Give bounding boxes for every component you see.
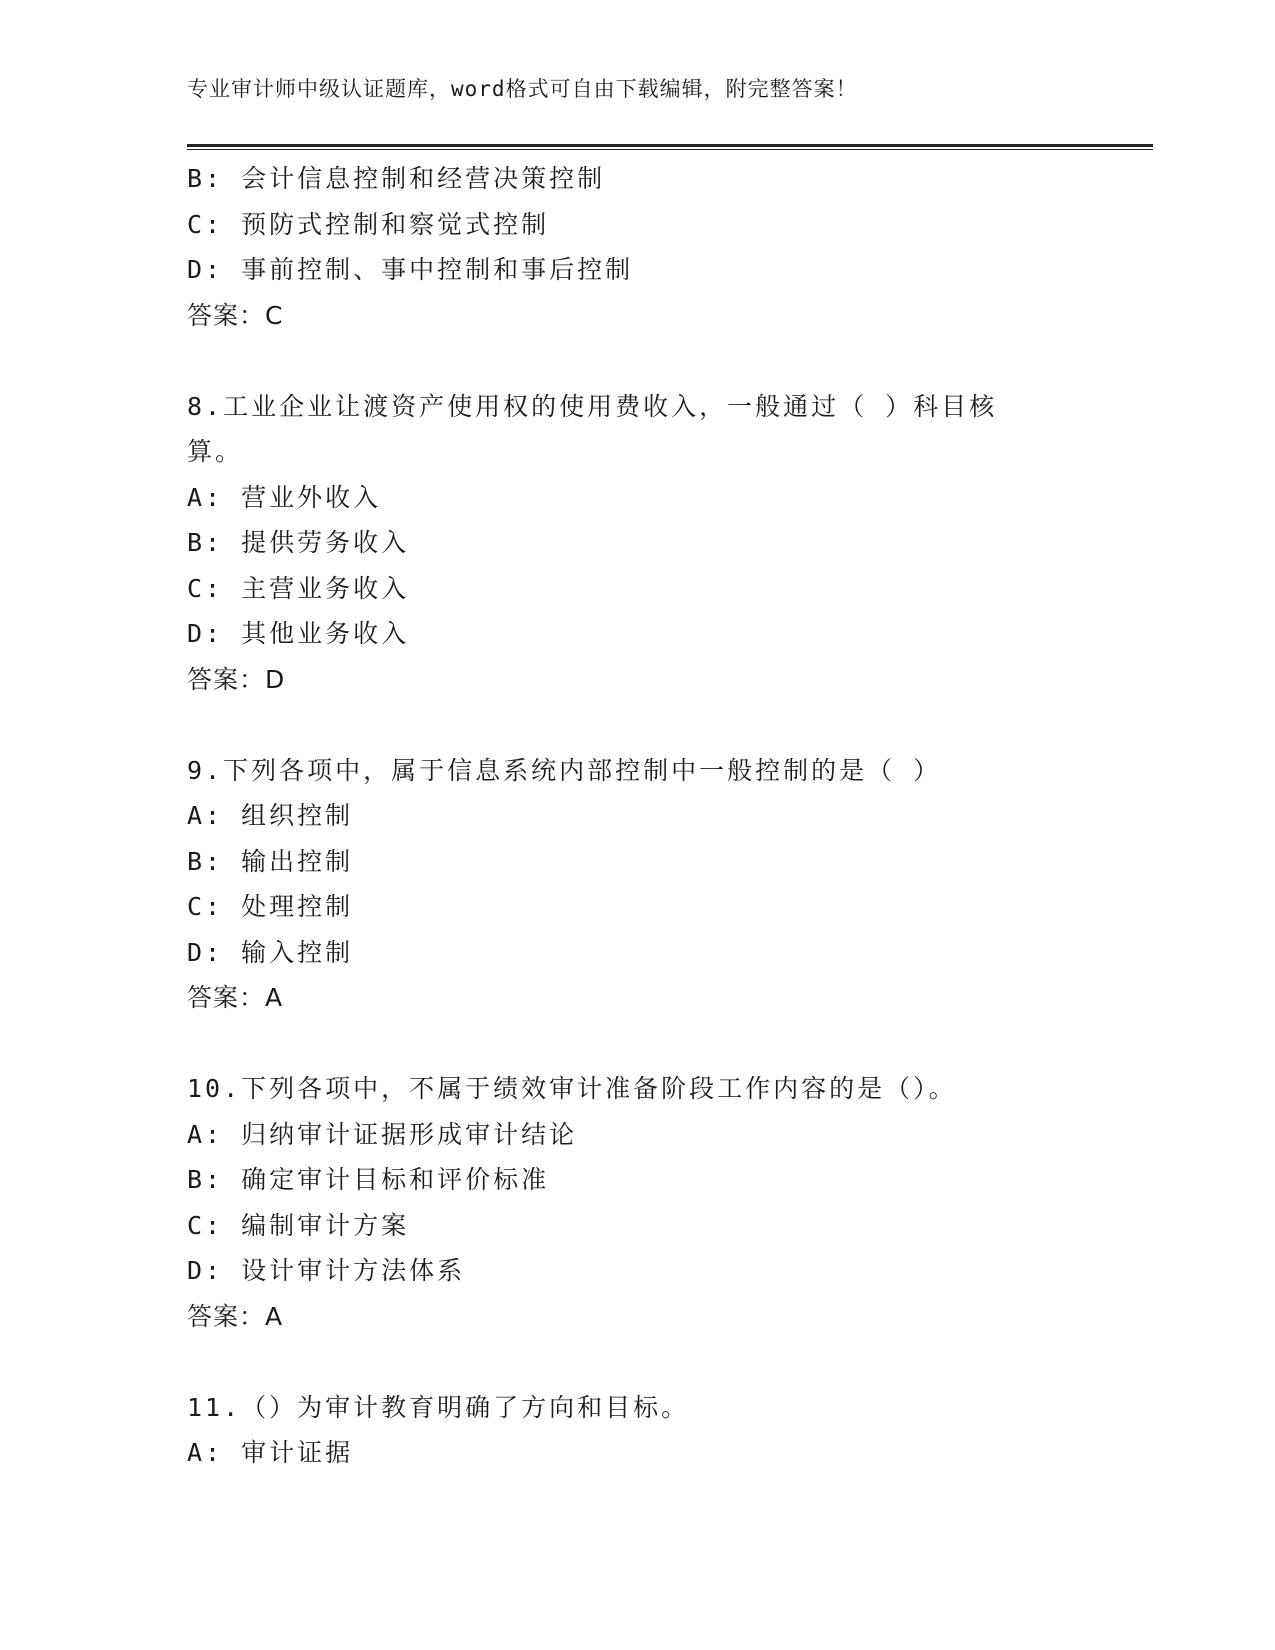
paragraph-gap [187,702,1107,748]
answer-line: 答案：D [187,664,286,694]
option-line: C: 主营业务收入 [187,573,410,603]
option-line: C: 处理控制 [187,892,354,921]
header-divider-thin [187,149,1153,150]
paragraph-gap [187,338,1107,384]
question-text: 8.工业企业让渡资产使用权的使用费收入，一般通过（ ）科目核 [187,391,998,421]
option-line: B: 输出控制 [187,846,354,876]
option-line: A: 组织控制 [187,801,354,830]
option-line: B: 会计信息控制和经营决策控制 [187,164,606,193]
answer-line: 答案：A [187,983,284,1012]
option-line: B: 提供劳务收入 [187,528,410,557]
page-header: 专业审计师中级认证题库，word格式可自由下载编辑，附完整答案！ [187,77,858,101]
question-text: 算。 [187,437,244,466]
question-text: 9.下列各项中，属于信息系统内部控制中一般控制的是（ ） [187,755,942,785]
header-divider [187,144,1153,151]
paragraph-gap [187,1339,1107,1385]
question-text: 11.（）为审计教育明确了方向和目标。 [187,1392,690,1422]
option-line: D: 设计审计方法体系 [187,1256,466,1285]
option-line: A: 营业外收入 [187,482,382,512]
option-line: D: 其他业务收入 [187,619,410,648]
option-line: D: 输入控制 [187,937,354,967]
option-line: D: 事前控制、事中控制和事后控制 [187,255,634,284]
option-line: A: 归纳审计证据形成审计结论 [187,1119,578,1149]
option-line: C: 编制审计方案 [187,1210,410,1240]
option-line: B: 确定审计目标和评价标准 [187,1165,550,1194]
question-content [187,156,1107,1476]
option-line: A: 审计证据 [187,1438,354,1467]
paragraph-gap [187,1021,1107,1067]
header-divider-thick [187,144,1153,147]
answer-line: 答案：C [187,300,284,330]
question-text: 10.下列各项中，不属于绩效审计准备阶段工作内容的是（）。 [187,1074,957,1103]
answer-line: 答案：A [187,1301,284,1331]
option-line: C: 预防式控制和察觉式控制 [187,209,550,239]
